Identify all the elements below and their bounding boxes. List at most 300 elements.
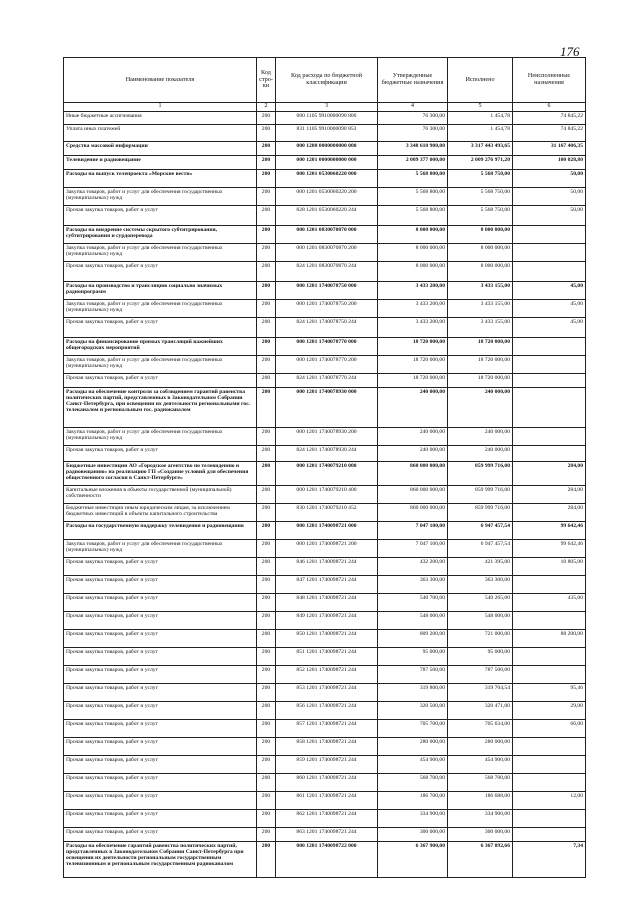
remaining-amount-cell: [513, 756, 586, 774]
line-code-cell: 200: [257, 540, 276, 558]
line-code-cell: 200: [257, 388, 276, 428]
executed-amount-cell: 721 000,00: [448, 630, 513, 648]
header-approved: Утвержденные бюджетные назначения: [378, 58, 448, 103]
indicator-name-cell: Капитальные вложения в объекты государственной (муниципальной) собственности: [64, 486, 257, 504]
executed-amount-cell: 3 433 155,00: [448, 318, 513, 338]
remaining-amount-cell: [513, 828, 586, 842]
indicator-name-cell: Прочая закупка товаров, работ и услуг: [64, 262, 257, 282]
remaining-amount-cell: [513, 446, 586, 462]
executed-amount-cell: 320 471,00: [448, 702, 513, 720]
line-code-cell: 200: [257, 738, 276, 756]
table-row: [64, 446, 586, 462]
line-code-cell: 200: [257, 612, 276, 630]
line-code-cell: 200: [257, 428, 276, 446]
indicator-name-cell: Закупка товаров, работ и услуг для обеспечения государственных (муниципальных) нужд: [64, 300, 257, 318]
line-code-cell: 200: [257, 648, 276, 666]
executed-amount-cell: 18 720 000,00: [448, 374, 513, 388]
remaining-amount-cell: [513, 666, 586, 684]
approved-amount-cell: 5 568 800,00: [378, 188, 448, 206]
indicator-name-cell: Расходы на финансирование прямых трансляций важнейших общегородских мероприятий: [64, 338, 257, 356]
line-code-cell: 200: [257, 684, 276, 702]
remaining-amount-cell: 29,00: [513, 702, 586, 720]
approved-amount-cell: 787 500,00: [378, 666, 448, 684]
expense-code-cell: 824 1201 0830070870 244: [276, 262, 378, 282]
indicator-name-cell: Прочая закупка товаров, работ и услуг: [64, 446, 257, 462]
remaining-amount-cell: [513, 388, 586, 428]
approved-amount-cell: 548 000,00: [378, 612, 448, 630]
expense-code-cell: 848 1201 1740098721 244: [276, 594, 378, 612]
approved-amount-cell: 3 348 610 900,00: [378, 142, 448, 156]
expense-code-cell: 849 1201 1740098721 244: [276, 612, 378, 630]
executed-amount-cell: 240 000,00: [448, 446, 513, 462]
executed-amount-cell: 787 500,00: [448, 666, 513, 684]
expense-code-cell: 000 1201 1740078930 000: [276, 388, 378, 428]
table-row: [64, 738, 586, 756]
table-row: [64, 318, 586, 338]
header-line-code: Код стро-ки: [257, 58, 276, 103]
expense-code-cell: 000 1201 1740098721 000: [276, 522, 378, 540]
table-row: [64, 774, 586, 792]
remaining-amount-cell: 45,00: [513, 282, 586, 300]
indicator-name-cell: Расходы на внедрение системы скрытого субтитрирования, субтитрирования и сурдоперевода: [64, 226, 257, 244]
approved-amount-cell: 3 433 200,00: [378, 282, 448, 300]
executed-amount-cell: 1 454,78: [448, 112, 513, 125]
approved-amount-cell: 860 000 000,00: [378, 504, 448, 522]
approved-amount-cell: 3 433 200,00: [378, 318, 448, 338]
table-row: [64, 156, 586, 170]
header-indicator-name: Наименование показателя: [64, 58, 257, 103]
line-code-cell: 200: [257, 810, 276, 828]
line-code-cell: 200: [257, 188, 276, 206]
approved-amount-cell: 860 000 000,00: [378, 486, 448, 504]
table-row: [64, 338, 586, 356]
expense-code-cell: 847 1201 1740098721 244: [276, 576, 378, 594]
indicator-name-cell: Прочая закупка товаров, работ и услуг: [64, 738, 257, 756]
executed-amount-cell: 240 000,00: [448, 428, 513, 446]
table-row: [64, 262, 586, 282]
executed-amount-cell: 568 700,00: [448, 774, 513, 792]
indicator-name-cell: Иные бюджетные ассигнования: [64, 112, 257, 125]
executed-amount-cell: 859 999 716,00: [448, 504, 513, 522]
expense-code-cell: 831 1105 9910000090 853: [276, 125, 378, 142]
expense-code-cell: 859 1201 1740098721 244: [276, 756, 378, 774]
indicator-name-cell: Прочая закупка товаров, работ и услуг: [64, 318, 257, 338]
remaining-amount-cell: 99 642,46: [513, 540, 586, 558]
remaining-amount-cell: 284,00: [513, 486, 586, 504]
remaining-amount-cell: [513, 262, 586, 282]
approved-amount-cell: 319 800,00: [378, 684, 448, 702]
approved-amount-cell: 8 000 000,00: [378, 262, 448, 282]
remaining-amount-cell: 50,00: [513, 188, 586, 206]
remaining-amount-cell: [513, 738, 586, 756]
line-code-cell: 200: [257, 170, 276, 188]
table-row: [64, 462, 586, 486]
table-row: [64, 226, 586, 244]
expense-code-cell: 863 1201 1740098721 244: [276, 828, 378, 842]
expense-code-cell: 000 1201 1740079210 400: [276, 486, 378, 504]
table-row: [64, 828, 586, 842]
approved-amount-cell: 860 000 000,00: [378, 462, 448, 486]
expense-code-cell: 824 1201 1740078930 244: [276, 446, 378, 462]
approved-amount-cell: 18 720 000,00: [378, 338, 448, 356]
indicator-name-cell: Прочая закупка товаров, работ и услуг: [64, 810, 257, 828]
line-code-cell: 200: [257, 842, 276, 878]
expense-code-cell: 000 1201 1740078770 200: [276, 356, 378, 374]
remaining-amount-cell: [513, 810, 586, 828]
executed-amount-cell: 186 688,00: [448, 792, 513, 810]
executed-amount-cell: 1 454,78: [448, 125, 513, 142]
executed-amount-cell: 8 000 000,00: [448, 262, 513, 282]
executed-amount-cell: 280 000,00: [448, 738, 513, 756]
line-code-cell: 200: [257, 774, 276, 792]
table-row: [64, 842, 586, 878]
executed-amount-cell: 421 395,00: [448, 558, 513, 576]
indicator-name-cell: Закупка товаров, работ и услуг для обеспечения государственных (муниципальных) нужд: [64, 428, 257, 446]
expense-code-cell: 000 1201 0530060220 000: [276, 170, 378, 188]
indicator-name-cell: Телевидение и радиовещание: [64, 156, 257, 170]
line-code-cell: 200: [257, 125, 276, 142]
expense-code-cell: 862 1201 1740098721 244: [276, 810, 378, 828]
executed-amount-cell: 319 704,54: [448, 684, 513, 702]
indicator-name-cell: Закупка товаров, работ и услуг для обеспечения государственных (муниципальных) нужд: [64, 188, 257, 206]
approved-amount-cell: 76 300,00: [378, 112, 448, 125]
header-remaining: Неисполненные назначения: [513, 58, 586, 103]
line-code-cell: 200: [257, 338, 276, 356]
line-code-cell: 200: [257, 226, 276, 244]
approved-amount-cell: 240 000,00: [378, 428, 448, 446]
approved-amount-cell: 568 700,00: [378, 774, 448, 792]
remaining-amount-cell: 31 167 406,35: [513, 142, 586, 156]
expense-code-cell: 000 1201 1740098721 200: [276, 540, 378, 558]
expense-code-cell: 000 1201 1740078750 000: [276, 282, 378, 300]
executed-amount-cell: 548 000,00: [448, 612, 513, 630]
approved-amount-cell: 95 000,00: [378, 648, 448, 666]
approved-amount-cell: 705 700,00: [378, 720, 448, 738]
approved-amount-cell: 5 568 800,00: [378, 206, 448, 226]
expense-code-cell: 857 1201 1740098721 244: [276, 720, 378, 738]
line-code-cell: 200: [257, 112, 276, 125]
table-row: [64, 486, 586, 504]
expense-code-cell: 000 1201 1740098722 000: [276, 842, 378, 878]
executed-amount-cell: 334 900,00: [448, 810, 513, 828]
remaining-amount-cell: 95,46: [513, 684, 586, 702]
indicator-name-cell: Прочая закупка товаров, работ и услуг: [64, 792, 257, 810]
approved-amount-cell: 5 568 800,00: [378, 170, 448, 188]
executed-amount-cell: 18 720 000,00: [448, 356, 513, 374]
line-code-cell: 200: [257, 576, 276, 594]
remaining-amount-cell: [513, 612, 586, 630]
column-number: 5: [448, 103, 513, 112]
remaining-amount-cell: [513, 648, 586, 666]
remaining-amount-cell: 45,00: [513, 300, 586, 318]
expense-code-cell: 000 1201 1740079210 000: [276, 462, 378, 486]
header-executed: Исполнено: [448, 58, 513, 103]
indicator-name-cell: Прочая закупка товаров, работ и услуг: [64, 756, 257, 774]
remaining-amount-cell: 12,00: [513, 792, 586, 810]
executed-amount-cell: 5 568 750,00: [448, 206, 513, 226]
indicator-name-cell: Расходы на производство и трансляцию социально значимых радиопрограмм: [64, 282, 257, 300]
indicator-name-cell: Прочая закупка товаров, работ и услуг: [64, 558, 257, 576]
approved-amount-cell: 6 367 900,00: [378, 842, 448, 878]
executed-amount-cell: 2 009 276 971,20: [448, 156, 513, 170]
indicator-name-cell: Прочая закупка товаров, работ и услуг: [64, 666, 257, 684]
approved-amount-cell: 432 200,00: [378, 558, 448, 576]
line-code-cell: 200: [257, 720, 276, 738]
expense-code-cell: 000 1201 0830070870 200: [276, 244, 378, 262]
expense-code-cell: 000 1200 0000000000 000: [276, 142, 378, 156]
expense-code-cell: 000 1201 0530060220 200: [276, 188, 378, 206]
table-row: [64, 630, 586, 648]
table-row: [64, 206, 586, 226]
approved-amount-cell: 3 433 200,00: [378, 300, 448, 318]
column-number: 3: [276, 103, 378, 112]
line-code-cell: 200: [257, 462, 276, 486]
line-code-cell: 200: [257, 792, 276, 810]
expense-code-cell: 000 1201 1740078750 200: [276, 300, 378, 318]
line-code-cell: 200: [257, 828, 276, 842]
indicator-name-cell: Прочая закупка товаров, работ и услуг: [64, 828, 257, 842]
remaining-amount-cell: 74 845,22: [513, 112, 586, 125]
executed-amount-cell: 454 900,00: [448, 756, 513, 774]
line-code-cell: 200: [257, 594, 276, 612]
remaining-amount-cell: 66,00: [513, 720, 586, 738]
remaining-amount-cell: 45,00: [513, 318, 586, 338]
approved-amount-cell: 363 300,00: [378, 576, 448, 594]
table-row: [64, 666, 586, 684]
approved-amount-cell: 320 500,00: [378, 702, 448, 720]
remaining-amount-cell: 7,34: [513, 842, 586, 878]
executed-amount-cell: 6 947 457,54: [448, 522, 513, 540]
table-row: [64, 522, 586, 540]
remaining-amount-cell: 10 805,00: [513, 558, 586, 576]
indicator-name-cell: Закупка товаров, работ и услуг для обеспечения государственных (муниципальных) нужд: [64, 540, 257, 558]
line-code-cell: 200: [257, 446, 276, 462]
executed-amount-cell: 300 000,00: [448, 828, 513, 842]
expense-code-cell: 846 1201 1740098721 244: [276, 558, 378, 576]
line-code-cell: 200: [257, 300, 276, 318]
indicator-name-cell: Прочая закупка товаров, работ и услуг: [64, 702, 257, 720]
table-row: [64, 504, 586, 522]
remaining-amount-cell: [513, 374, 586, 388]
table-row: [64, 170, 586, 188]
expense-code-cell: 850 1201 1740098721 244: [276, 630, 378, 648]
table-row: [64, 612, 586, 630]
executed-amount-cell: 8 000 000,00: [448, 226, 513, 244]
indicator-name-cell: Прочая закупка товаров, работ и услуг: [64, 612, 257, 630]
line-code-cell: 200: [257, 666, 276, 684]
indicator-name-cell: Прочая закупка товаров, работ и услуг: [64, 206, 257, 226]
table-row: [64, 125, 586, 142]
approved-amount-cell: 8 000 000,00: [378, 226, 448, 244]
indicator-name-cell: Расходы на обеспечение гарантий равенства политических партий, представленных в Законодательном Собрании Санкт-Петербурга при освещении их деятельности региональным государственным телевизионным и региональным государственным радиоканалом: [64, 842, 257, 878]
indicator-name-cell: Бюджетные инвестиции АО «Городское агентство по телевидению и радиовещанию» на реализацию ГП «Создание условий для обеспечения общественного согласия в Санкт-Петербурге»: [64, 462, 257, 486]
remaining-amount-cell: 100 028,80: [513, 156, 586, 170]
expense-code-cell: 858 1201 1740098721 244: [276, 738, 378, 756]
table-row: [64, 188, 586, 206]
line-code-cell: 200: [257, 206, 276, 226]
remaining-amount-cell: 50,00: [513, 206, 586, 226]
table-row: [64, 648, 586, 666]
table-row: [64, 374, 586, 388]
executed-amount-cell: 3 433 155,00: [448, 300, 513, 318]
indicator-name-cell: Прочая закупка товаров, работ и услуг: [64, 576, 257, 594]
line-code-cell: 200: [257, 374, 276, 388]
remaining-amount-cell: [513, 356, 586, 374]
expense-code-cell: 824 1201 1740078770 244: [276, 374, 378, 388]
executed-amount-cell: 6 947 457,54: [448, 540, 513, 558]
table-row: [64, 428, 586, 446]
executed-amount-cell: 240 000,00: [448, 388, 513, 428]
indicator-name-cell: Прочая закупка товаров, работ и услуг: [64, 630, 257, 648]
remaining-amount-cell: [513, 576, 586, 594]
table-row: [64, 684, 586, 702]
expense-code-cell: 861 1201 1740098721 244: [276, 792, 378, 810]
approved-amount-cell: 2 009 377 000,00: [378, 156, 448, 170]
executed-amount-cell: 363 300,00: [448, 576, 513, 594]
line-code-cell: 200: [257, 504, 276, 522]
expense-code-cell: 860 1201 1740098721 244: [276, 774, 378, 792]
line-code-cell: 200: [257, 522, 276, 540]
indicator-name-cell: Расходы на государственную поддержку телевидения и радиовещания: [64, 522, 257, 540]
line-code-cell: 200: [257, 756, 276, 774]
executed-amount-cell: 859 999 716,00: [448, 486, 513, 504]
indicator-name-cell: Прочая закупка товаров, работ и услуг: [64, 648, 257, 666]
indicator-name-cell: Расходы на обеспечение контроля за соблюдением гарантий равенства политических партий, представленных в Законодательном Собрании Санкт-Петербурга, при освещении их деятельности региональными гос. телеканалом и региональным гос. радиоканалом: [64, 388, 257, 428]
table-row: [64, 756, 586, 774]
remaining-amount-cell: 284,00: [513, 504, 586, 522]
executed-amount-cell: 18 720 000,00: [448, 338, 513, 356]
line-code-cell: 200: [257, 702, 276, 720]
approved-amount-cell: 280 000,00: [378, 738, 448, 756]
approved-amount-cell: 240 000,00: [378, 446, 448, 462]
line-code-cell: 200: [257, 630, 276, 648]
executed-amount-cell: 5 568 750,00: [448, 188, 513, 206]
expense-code-cell: 856 1201 1740098721 244: [276, 702, 378, 720]
line-code-cell: 200: [257, 244, 276, 262]
approved-amount-cell: 7 047 100,00: [378, 540, 448, 558]
approved-amount-cell: 334 900,00: [378, 810, 448, 828]
line-code-cell: 200: [257, 356, 276, 374]
indicator-name-cell: Закупка товаров, работ и услуг для обеспечения государственных (муниципальных) нужд: [64, 244, 257, 262]
column-number-row: [64, 103, 586, 112]
column-number: 4: [378, 103, 448, 112]
line-code-cell: 200: [257, 282, 276, 300]
remaining-amount-cell: [513, 226, 586, 244]
expense-code-cell: 852 1201 1740098721 244: [276, 666, 378, 684]
line-code-cell: 200: [257, 558, 276, 576]
table-row: [64, 112, 586, 125]
executed-amount-cell: 859 999 716,00: [448, 462, 513, 486]
budget-table: [63, 57, 586, 878]
expense-code-cell: 000 1201 0000000000 000: [276, 156, 378, 170]
table-row: [64, 540, 586, 558]
line-code-cell: 200: [257, 486, 276, 504]
table-header-row: [64, 58, 586, 103]
table-body: [64, 112, 586, 878]
table-row: [64, 702, 586, 720]
line-code-cell: 200: [257, 142, 276, 156]
executed-amount-cell: 3 433 155,00: [448, 282, 513, 300]
executed-amount-cell: 540 265,00: [448, 594, 513, 612]
indicator-name-cell: Прочая закупка товаров, работ и услуг: [64, 774, 257, 792]
indicator-name-cell: Прочая закупка товаров, работ и услуг: [64, 594, 257, 612]
remaining-amount-cell: 50,00: [513, 170, 586, 188]
line-code-cell: 200: [257, 262, 276, 282]
approved-amount-cell: 18 720 000,00: [378, 374, 448, 388]
approved-amount-cell: 8 000 000,00: [378, 244, 448, 262]
table-row: [64, 142, 586, 156]
indicator-name-cell: Прочая закупка товаров, работ и услуг: [64, 720, 257, 738]
table-row: [64, 356, 586, 374]
indicator-name-cell: Закупка товаров, работ и услуг для обеспечения государственных (муниципальных) нужд: [64, 356, 257, 374]
remaining-amount-cell: 284,00: [513, 462, 586, 486]
indicator-name-cell: Прочая закупка товаров, работ и услуг: [64, 684, 257, 702]
column-number: 1: [64, 103, 257, 112]
expense-code-cell: 853 1201 1740098721 244: [276, 684, 378, 702]
expense-code-cell: 000 1201 1740078770 000: [276, 338, 378, 356]
table-row: [64, 576, 586, 594]
approved-amount-cell: 240 000,00: [378, 388, 448, 428]
expense-code-cell: 828 1201 0530060220 244: [276, 206, 378, 226]
remaining-amount-cell: [513, 428, 586, 446]
line-code-cell: 200: [257, 318, 276, 338]
expense-code-cell: 851 1201 1740098721 244: [276, 648, 378, 666]
table-row: [64, 810, 586, 828]
table-row: [64, 594, 586, 612]
expense-code-cell: 830 1201 1740079210 452: [276, 504, 378, 522]
approved-amount-cell: 809 200,00: [378, 630, 448, 648]
remaining-amount-cell: [513, 244, 586, 262]
expense-code-cell: 000 1201 1740078930 200: [276, 428, 378, 446]
approved-amount-cell: 76 300,00: [378, 125, 448, 142]
remaining-amount-cell: [513, 774, 586, 792]
executed-amount-cell: 6 367 892,66: [448, 842, 513, 878]
executed-amount-cell: 3 317 443 493,65: [448, 142, 513, 156]
table-row: [64, 282, 586, 300]
indicator-name-cell: Прочая закупка товаров, работ и услуг: [64, 374, 257, 388]
remaining-amount-cell: 88 200,00: [513, 630, 586, 648]
remaining-amount-cell: 435,00: [513, 594, 586, 612]
table-row: [64, 792, 586, 810]
header-expense-code: Код расхода по бюджетной классификации: [276, 58, 378, 103]
executed-amount-cell: 8 000 000,00: [448, 244, 513, 262]
table-row: [64, 244, 586, 262]
table-row: [64, 300, 586, 318]
approved-amount-cell: 186 700,00: [378, 792, 448, 810]
executed-amount-cell: 95 000,00: [448, 648, 513, 666]
table-row: [64, 558, 586, 576]
expense-code-cell: 824 1201 1740078750 244: [276, 318, 378, 338]
executed-amount-cell: 5 568 750,00: [448, 170, 513, 188]
expense-code-cell: 000 1201 0830070870 000: [276, 226, 378, 244]
page-number: 176: [560, 44, 580, 59]
indicator-name-cell: Уплата иных платежей: [64, 125, 257, 142]
approved-amount-cell: 7 047 100,00: [378, 522, 448, 540]
approved-amount-cell: 18 720 000,00: [378, 356, 448, 374]
remaining-amount-cell: 99 642,46: [513, 522, 586, 540]
approved-amount-cell: 540 700,00: [378, 594, 448, 612]
indicator-name-cell: Расходы на выпуск телепроекта «Морские вести»: [64, 170, 257, 188]
table-row: [64, 388, 586, 428]
column-number: 2: [257, 103, 276, 112]
executed-amount-cell: 705 634,00: [448, 720, 513, 738]
remaining-amount-cell: [513, 338, 586, 356]
indicator-name-cell: Бюджетные инвестиции иным юридическим лицам, за исключением бюджетных инвестиций в объекты капитального строительства: [64, 504, 257, 522]
remaining-amount-cell: 74 845,22: [513, 125, 586, 142]
approved-amount-cell: 454 900,00: [378, 756, 448, 774]
approved-amount-cell: 300 000,00: [378, 828, 448, 842]
expense-code-cell: 000 1105 9910000090 800: [276, 112, 378, 125]
